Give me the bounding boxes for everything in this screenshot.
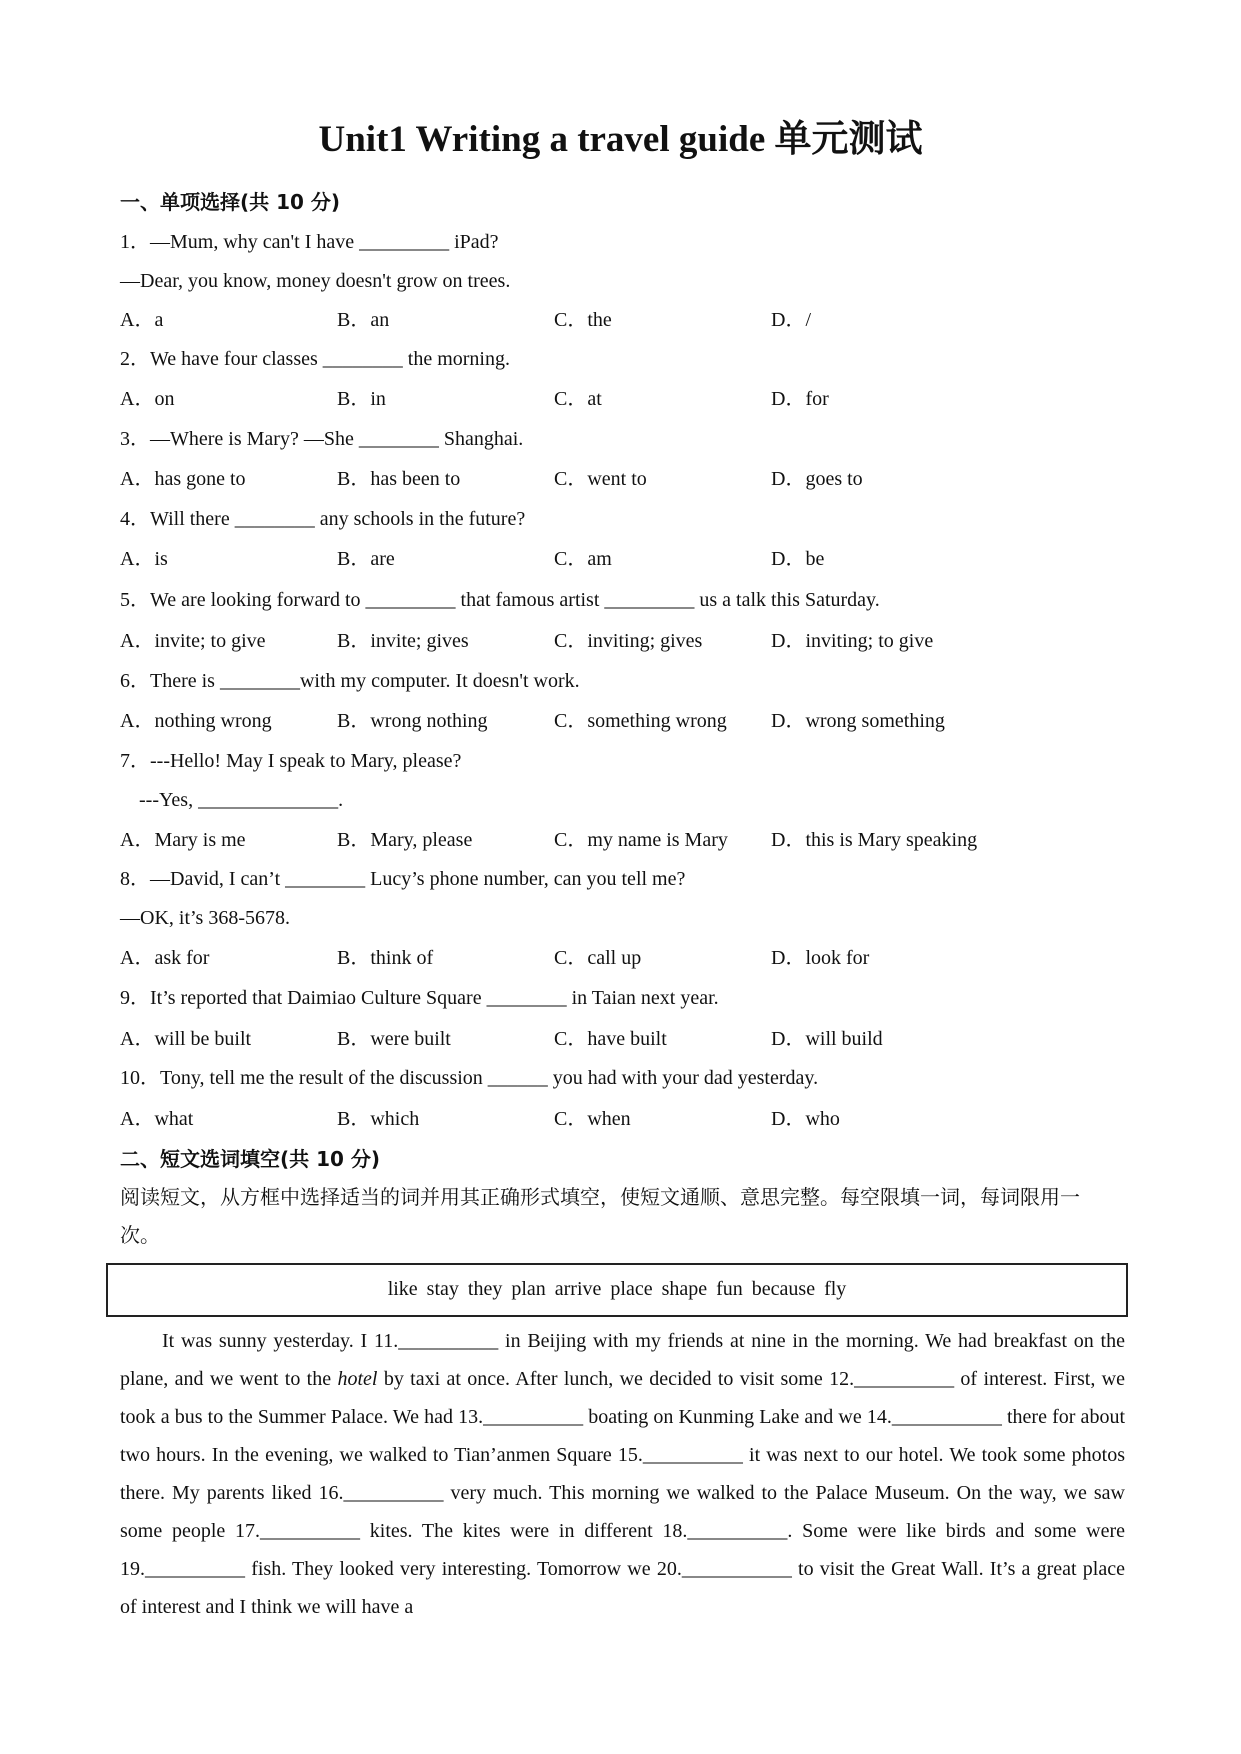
question-text: 6．There is ________with my computer. It doesn't work. [120, 670, 580, 692]
section-heading: 二、短文选词填空(共 10 分) [120, 1147, 381, 1171]
option-a[interactable]: A．invite; to give [120, 630, 266, 652]
option-row [120, 307, 1120, 333]
option-c[interactable]: C．my name is Mary [554, 829, 728, 851]
option-c[interactable]: C．inviting; gives [554, 630, 703, 652]
option-a[interactable]: A．ask for [120, 947, 210, 969]
passage-text: by taxi at once. After lunch, we decided to visit some 12.__________ of interest. First, we took a bus to the Summer Palace. We had 13.__________ boating on Kunming Lake and we 14.___________ there for about two hours. In the evening, we walked to Tian’anmen Square 15.__________ it was next to our hotel. We took some photos there. My parents liked 16.__________ very much. This morning we walked to the Palace Museum. On the way, we saw some people 17.__________ kites. The kites were in different 18.__________. Some were like birds and some were 19.__________ fish. They looked very interesting. Tomorrow we 20.___________ to visit the Great Wall. It’s a great place of interest and I think we will have a [120, 1368, 1126, 1618]
option-row [120, 827, 1120, 853]
option-d[interactable]: D．inviting; to give [771, 630, 934, 652]
option-a[interactable]: A．has gone to [120, 468, 246, 490]
option-a[interactable]: A．will be built [120, 1028, 252, 1050]
option-c[interactable]: C．went to [554, 468, 647, 490]
option-row [120, 386, 1120, 412]
option-d[interactable]: D．who [771, 1108, 840, 1130]
option-c[interactable]: C．at [554, 388, 602, 410]
passage-text: It was sunny yesterday. I 11.__________ in Beijing with my friends at nine in the morning. We had breakfast on the plane, and we went to the [120, 1330, 1125, 1390]
reading-passage [120, 1322, 1125, 1626]
question-text: 2．We have four classes ________ the morning. [120, 348, 510, 370]
option-b[interactable]: B．Mary, please [337, 829, 473, 851]
option-row [120, 1106, 1120, 1132]
option-d[interactable]: D．this is Mary speaking [771, 829, 978, 851]
option-a[interactable]: A．on [120, 388, 175, 410]
question-text: 3．—Where is Mary? —She ________ Shanghai. [120, 428, 524, 450]
question-text: 4．Will there ________ any schools in the future? [120, 508, 526, 530]
option-b[interactable]: B．which [337, 1108, 420, 1130]
option-d[interactable]: D．wrong something [771, 710, 945, 732]
option-b[interactable]: B．wrong nothing [337, 710, 488, 732]
option-d[interactable]: D．goes to [771, 468, 863, 490]
option-a[interactable]: A．Mary is me [120, 829, 246, 851]
option-d[interactable]: D．look for [771, 947, 870, 969]
option-a[interactable]: A．what [120, 1108, 194, 1130]
option-d[interactable]: D．/ [771, 309, 811, 331]
option-d[interactable]: D．for [771, 388, 829, 410]
option-row [120, 628, 1120, 654]
option-d[interactable]: D．be [771, 548, 825, 570]
option-b[interactable]: B．in [337, 388, 386, 410]
question-text: 9．It’s reported that Daimiao Culture Square ________ in Taian next year. [120, 987, 719, 1009]
option-row [120, 546, 1120, 572]
question-text: 5．We are looking forward to _________ that famous artist _________ us a talk this Saturday. [120, 589, 880, 611]
option-d[interactable]: D．will build [771, 1028, 883, 1050]
option-c[interactable]: C．something wrong [554, 710, 727, 732]
question-text: 10．Tony, tell me the result of the discussion ______ you had with your dad yesterday. [120, 1067, 819, 1089]
question-text: —Dear, you know, money doesn't grow on trees. [120, 270, 511, 292]
option-a[interactable]: A．is [120, 548, 168, 570]
option-b[interactable]: B．has been to [337, 468, 461, 490]
instruction-text: 阅读短文，从方框中选择适当的词并用其正确形式填空，使短文通顺、意思完整。每空限填一词，每词限用一次。 [120, 1185, 1080, 1247]
option-b[interactable]: B．an [337, 309, 390, 331]
word-bank-box: like stay they plan arrive place shape fun because fly [106, 1263, 1128, 1317]
option-c[interactable]: C．call up [554, 947, 642, 969]
option-b[interactable]: B．are [337, 548, 395, 570]
passage-italic-word: hotel [337, 1368, 378, 1390]
option-b[interactable]: B．were built [337, 1028, 451, 1050]
question-text: 8．—David, I can’t ________ Lucy’s phone number, can you tell me? [120, 868, 686, 890]
option-row [120, 945, 1120, 971]
option-c[interactable]: C．when [554, 1108, 631, 1130]
option-row [120, 466, 1120, 492]
option-row [120, 708, 1120, 734]
question-text: 7．---Hello! May I speak to Mary, please? [120, 750, 462, 772]
option-a[interactable]: A．a [120, 309, 164, 331]
question-reply: ---Yes, ______________. [134, 789, 344, 811]
section-heading: 一、单项选择(共 10 分) [120, 190, 341, 214]
option-c[interactable]: C．the [554, 309, 612, 331]
option-a[interactable]: A．nothing wrong [120, 710, 272, 732]
page-title: Unit1 Writing a travel guide 单元测试 [318, 119, 923, 160]
option-b[interactable]: B．invite; gives [337, 630, 469, 652]
question-text: —OK, it’s 368-5678. [120, 907, 290, 929]
option-row [120, 1026, 1120, 1052]
option-c[interactable]: C．am [554, 548, 612, 570]
question-text [120, 787, 343, 813]
option-b[interactable]: B．think of [337, 947, 434, 969]
question-text: 1．—Mum, why can't I have _________ iPad? [120, 231, 499, 253]
option-c[interactable]: C．have built [554, 1028, 667, 1050]
